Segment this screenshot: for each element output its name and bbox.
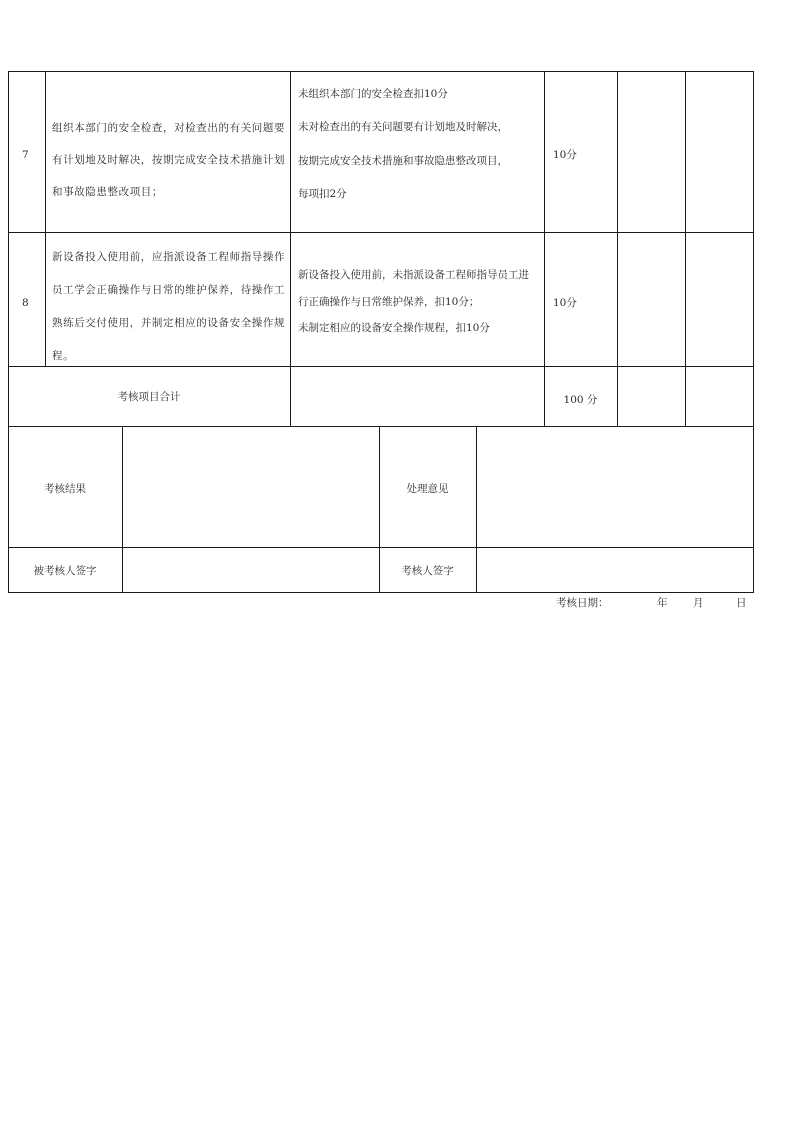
table-line xyxy=(617,71,618,427)
table-line xyxy=(122,426,123,593)
row-criteria-line: 按期完成安全技术措施和事故隐患整改项目， xyxy=(298,155,508,167)
table-line xyxy=(8,71,9,427)
total-label: 考核项目合计 xyxy=(117,391,181,403)
row-score: 10分 xyxy=(553,149,577,161)
total-score: 100 分 xyxy=(563,394,598,406)
table-line xyxy=(753,426,754,593)
row-criteria-line: 未组织本部门的安全检查扣10分 xyxy=(298,88,448,100)
table-line xyxy=(45,71,46,367)
table-line xyxy=(685,71,686,427)
examinee-sign-label: 被考核人签字 xyxy=(33,565,97,577)
row-criteria-line: 每项扣2分 xyxy=(298,188,347,200)
date-month: 月 xyxy=(693,597,704,609)
date-year: 年 xyxy=(657,597,668,609)
row-content: 组织本部门的安全检查，对检查出的有关问题要有计划地及时解决，按期完成安全技术措施计划和事故隐患整改项目； xyxy=(52,122,286,198)
table-line xyxy=(8,592,754,593)
table-line xyxy=(8,71,754,72)
table-line xyxy=(476,426,477,593)
row-number: 7 xyxy=(22,149,29,161)
examiner-sign-label: 考核人签字 xyxy=(401,565,454,577)
date-label: 考核日期： xyxy=(556,597,609,609)
result-label: 考核结果 xyxy=(44,483,86,495)
table-line xyxy=(753,71,754,427)
row-score: 10分 xyxy=(553,297,577,309)
date-day: 日 xyxy=(736,597,747,609)
row-criteria-line: 未制定相应的设备安全操作规程，扣10分 xyxy=(298,322,490,334)
opinion-label: 处理意见 xyxy=(406,483,449,495)
row-criteria-line: 未对检查出的有关问题要有计划地及时解决， xyxy=(298,121,508,133)
table-line xyxy=(544,71,545,427)
table-line xyxy=(8,232,754,233)
row-content: 新设备投入使用前，应指派设备工程师指导操作员工学会正确操作与日常的维护保养，待操作工熟练后交付使用，并制定相应的设备安全操作规程。 xyxy=(52,251,286,362)
table-line xyxy=(8,547,754,548)
table-line xyxy=(290,71,291,427)
row-number: 8 xyxy=(22,297,29,309)
table-line xyxy=(8,426,754,427)
row-criteria-line: 行正确操作与日常维护保养，扣10分； xyxy=(298,296,480,308)
row-criteria-line: 新设备投入使用前，未指派设备工程师指导员工进 xyxy=(298,269,529,281)
